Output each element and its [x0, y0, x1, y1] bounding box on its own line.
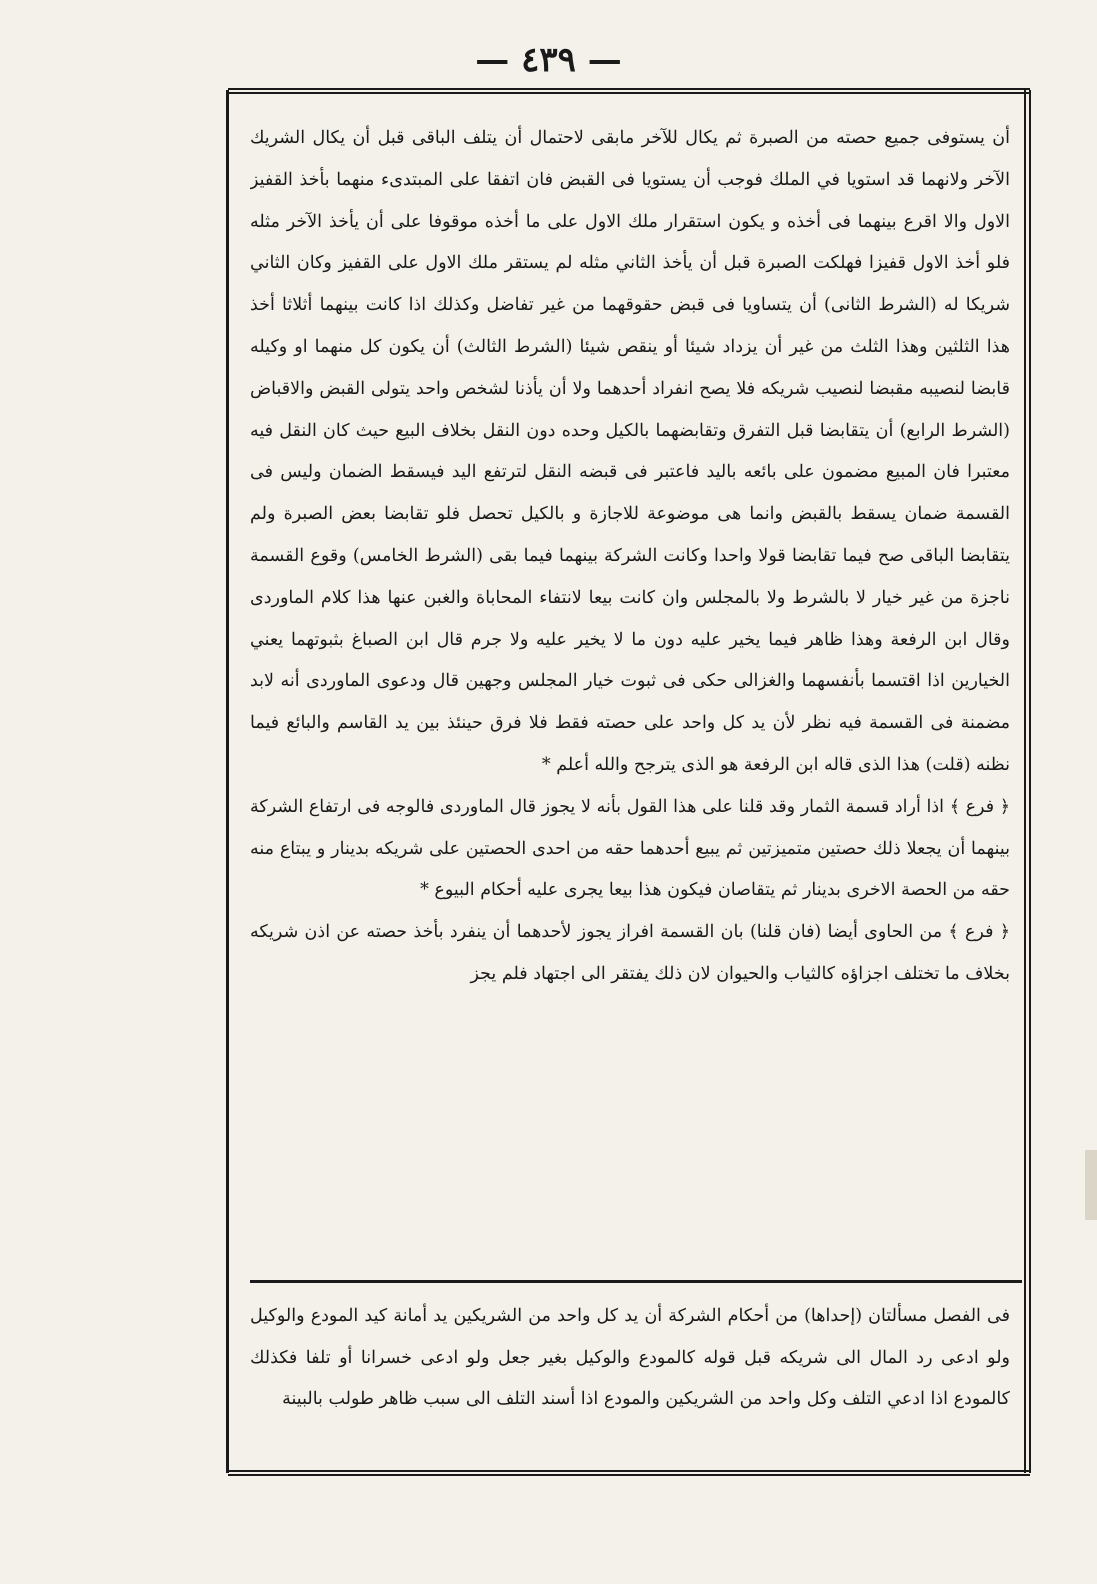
frame-right-rule	[1024, 90, 1031, 1473]
footnote-text: فى الفصل مسألتان (إحداها) من أحكام الشركة أن يد كل واحد من الشريكين يد أمانة كيد المودع والوكيل ولو ادعى رد المال الى شريكه قبل قوله كالمودع والوكيل بغير جعل ولو ادعى خسرانا أو تلفا فكذلك كالمودع اذا ادعي التلف وكل واحد من الشريكين والمودع اذا أسند التلف الى سبب ظاهر طولب بالبينة	[250, 1306, 1010, 1409]
main-text-block	[250, 118, 1010, 1263]
paragraph-main: أن يستوفى جميع حصته من الصبرة ثم يكال للآخر مابقى لاحتمال أن يتلف الباقى قبل أن يكال الشريك الآخر ولانهما قد استويا في الملك فوجب أن يستويا فى القبض فان اتفقا على المبتدىء منهما بأخذ القفيز الاول والا اقرع بينهما فى أخذه و يكون استقرار ملك الاول على ما أخذه موقوفا على أن يأخذ الآخر مثله فلو أخذ الاول قفيزا فهلكت الصبرة قبل أن يأخذ الثاني مثله لم يستقر ملك الاول على القفيز وكان الثاني شريكا له (الشرط الثانى) أن يتساويا فى قبض حقوقهما من غير تفاضل وكذلك اذا كانت بينهما أثلاثا أخذ هذا الثلثين وهذا الثلث من غير أن يزداد شيئا أو ينقص شيئا (الشرط الثالث) أن يكون كل منهما او وكيله قابضا لنصيبه مقبضا لنصيب شريكه فلا يصح انفراد أحدهما ولا أن يأذنا لشخص واحد يتولى القبض والاقباض (الشرط الرابع) أن يتقابضا قبل التفرق وتقابضهما بالكيل وحده دون النقل بخلاف البيع حيث كان النقل فيه معتبرا فان المبيع مضمون على بائعه باليد فاعتبر فى قبضه النقل لترتفع اليد فيسقط الضمان وليس فى القسمة ضمان يسقط بالقبض وانما هى موضوعة للاجازة و بالكيل تحصل فلو تقابضا بعض الصبرة ولم يتقابضا الباقى صح فيما تقابضا قولا واحدا وكانت الشركة بينهما فيما بقى (الشرط الخامس) وقوع القسمة ناجزة من غير خيار لا بالشرط ولا بالمجلس وان كانت بيعا لانتفاء المحاباة والغبن عنها هذا كلام الماوردى وقال ابن الرفعة وهذا ظاهر فيما يخير عليه دون ما لا يخير عليه ولا جرم قال ابن الصباغ بثبوتهما يعني الخيارين اذا اقتسما بأنفسهما والغزالى حكى فى ثبوت خيار المجلس وجهين قال ودعوى الماوردى أنه لابد مضمنة فى القسمة فيه نظر لأن يد كل واحد على حصته فقط فلا فرق حينئذ بين يد القاسم والبائع فيما نظنه (قلت) هذا الذى قاله ابن الرفعة هو الذى يترجح والله أعلم *	[250, 128, 1010, 775]
scan-artifact	[1085, 1150, 1097, 1220]
paragraph-far-2: ﴿ فرع ﴾ من الحاوى أيضا (فان قلنا) بان القسمة افراز يجوز لأحدهما أن ينفرد بأخذ حصته عن اذن شريكه بخلاف ما تختلف اجزاؤه كالثياب والحيوان لان ذلك يفتقر الى اجتهاد فلم يجز	[250, 922, 1010, 984]
footnote-block	[250, 1296, 1010, 1456]
frame-top-rule	[228, 88, 1030, 94]
frame-left-rule	[226, 90, 229, 1473]
frame-bottom-rule	[228, 1470, 1030, 1476]
footnote-divider	[250, 1280, 1022, 1283]
page-number: — ٤٣٩ —	[475, 40, 622, 80]
paragraph-far-1: ﴿ فرع ﴾ اذا أراد قسمة الثمار وقد قلنا على هذا القول بأنه لا يجوز قال الماوردى فالوجه فى ارتفاع الشركة بينهما أن يجعلا ذلك حصتين متميزتين ثم يبيع أحدهما حقه من احدى الحصتين على شريكه بدينار و يبتاع منه حقه من الحصة الاخرى بدينار ثم يتقاصان فيكون هذا بيعا يجرى عليه أحكام البيوع *	[250, 796, 1010, 901]
